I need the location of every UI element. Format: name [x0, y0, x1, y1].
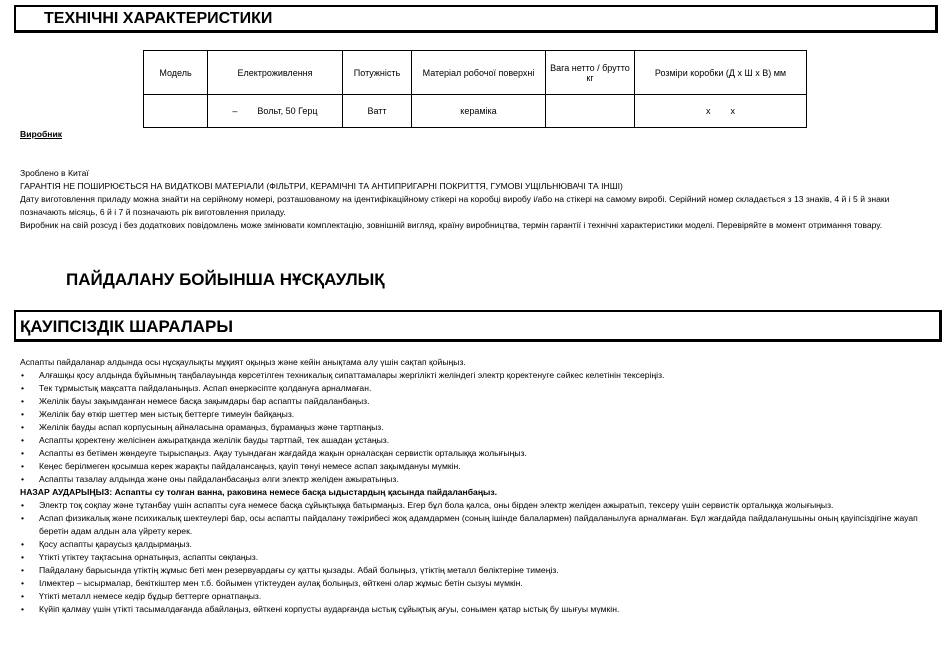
list-item-text: Пайдалану барысында үтіктің жұмыс беті мен резервуардағы су қатты қызады. Абай болыңыз, үтіктің металл бөліктеріне тимеңіз.	[39, 565, 559, 575]
safety-instructions	[20, 356, 940, 616]
warranty-notes	[20, 167, 935, 232]
bullet-icon: •	[21, 591, 25, 601]
col-surface-material: Матеріал робочої поверхні	[412, 51, 546, 95]
bullet-icon: •	[21, 383, 25, 393]
list-item-text: Желілік бауды аспап корпусының айналасына орамаңыз, бұрамаңыз және тартпаңыз.	[39, 422, 384, 432]
list-item	[20, 590, 940, 603]
list-item	[20, 460, 940, 473]
bullet-icon: •	[21, 578, 25, 588]
bullet-icon: •	[21, 474, 25, 484]
safety-intro: Аспапты пайдаланар алдында осы нұсқаулықты мұқият оқыңыз және кейін анықтама алу үшін сақтап қойыңыз.	[20, 357, 466, 367]
list-item	[20, 538, 940, 551]
list-item	[20, 395, 940, 408]
bullet-icon: •	[21, 448, 25, 458]
bullet-icon: •	[21, 539, 25, 549]
bullet-icon: •	[21, 552, 25, 562]
bullet-icon: •	[21, 500, 25, 510]
list-item	[20, 512, 940, 538]
tech-specs-header	[14, 5, 938, 33]
safety-list-2	[20, 499, 940, 616]
col-weight: Вага нетто / брутто кг	[546, 51, 635, 95]
list-item-text: Күйіп қалмау үшін үтікті тасымалдағанда абайлаңыз, өйткені корпусты аударғанда ыстық сұйықтық ағуы, сонымен қатар ыстық бу шығуы мүмкін.	[39, 604, 620, 614]
bullet-icon: •	[21, 604, 25, 614]
list-item-text: Алғашқы қосу алдында бұйымның таңбалауында көрсетілген техникалық сипаттамалары жергілікті желіндегі электр қоректенуге сәйкес келетінін тексеріңіз.	[39, 370, 665, 380]
list-item	[20, 447, 940, 460]
list-item	[20, 499, 940, 512]
value-weight	[546, 95, 635, 128]
manual-title: ПАЙДАЛАНУ БОЙЫНША НҰСҚАУЛЫҚ	[66, 270, 385, 289]
col-power-supply: Електроживлення	[208, 51, 343, 95]
bullet-icon: •	[21, 422, 25, 432]
list-item	[20, 369, 940, 382]
value-power: Ватт	[343, 95, 412, 128]
value-power-supply: – Вольт, 50 Герц	[208, 95, 343, 128]
list-item-text: Аспап физикалық және психикалық шектеулері бар, осы аспапты пайдалану тәжірибесі жоқ адамдармен (соның ішінде балалармен) пайдаланылуға арналмаған. Бұл жағдайда пайдаланушыны оның қауіпсіздігіне жауап беретін адам алдын ала үйрету керек.	[39, 513, 918, 536]
safety-warning: НАЗАР АУДАРЫҢЫЗ: Аспапты су толған ванна, раковина немесе басқа ыдыстардың қасында пайдаланбаңыз.	[20, 487, 498, 497]
list-item-text: Кеңес берілмеген қосымша керек жарақты пайдалансаңыз, қауіп төнуі немесе аспап зақымдануы мүмкін.	[39, 461, 461, 471]
bullet-icon: •	[21, 396, 25, 406]
warranty-note: ГАРАНТІЯ НЕ ПОШИРЮЄТЬСЯ НА ВИДАТКОВІ МАТЕРІАЛИ (ФІЛЬТРИ, КЕРАМІЧНІ ТА АНТИПРИГАРНІ ПОКРИТТЯ, ГУМОВІ УЩІЛЬНЮВАЧІ ТА ІНШІ)	[20, 181, 623, 191]
list-item	[20, 551, 940, 564]
list-item-text: Ілмектер – ысырмалар, бекіткіштер мен т.б. бойымен үтіктеуден аулақ болыңыз, өйткені олар жұмыс бетін сызуы мүмкін.	[39, 578, 523, 588]
value-box-size: х х	[635, 95, 807, 128]
bullet-icon: •	[21, 435, 25, 445]
list-item	[20, 408, 940, 421]
col-model: Модель	[144, 51, 208, 95]
list-item-text: Аспапты өз бетімен жөндеуге тырыспаңыз. Ақау туындаған жағдайда жақын орналасқан сервистік орталыққа жолығыңыз.	[39, 448, 527, 458]
list-item	[20, 603, 940, 616]
production-date-note: Дату виготовлення приладу можна знайти на серійному номері, розташованому на ідентифікаційному стікері на коробці виробу і/або на стікері на самому виробі. Серійний номер складається з 13 знаків, 4 й і 5 й знаки позначають місяць, 6 й і 7 й позначають рік виготовлення приладу.	[20, 194, 890, 217]
list-item-text: Желілік бауы зақымданған немесе басқа зақымдары бар аспапты пайдаланбаңыз.	[39, 396, 370, 406]
value-model	[144, 95, 208, 128]
specs-value-row	[144, 95, 807, 128]
manufacturer-rights-note: Виробник на свій розсуд і без додаткових повідомлень може змінювати комплектацію, зовнішній вигляд, країну виробництва, термін гарантії і технічні характеристики моделі. Перевіряйте в момент отримання товару.	[20, 220, 883, 230]
bullet-icon: •	[21, 370, 25, 380]
bullet-icon: •	[21, 513, 25, 523]
list-item-text: Желілік бау өткір шеттер мен ыстық беттерге тимеуін байқаңыз.	[39, 409, 295, 419]
list-item-text: Электр тоқ соқпау және тұтанбау үшін аспапты суға немесе басқа сұйықтыққа батырмаңыз. Егер бұл бола қалса, оны бірден электр желіден ажыратып, тексеру үшін сервистік орталыққа жолығыңыз.	[39, 500, 834, 510]
list-item-text: Үтікті металл немесе кедір бұдыр беттерге орнатпаңыз.	[39, 591, 262, 601]
specs-header-row	[144, 51, 807, 95]
list-item	[20, 577, 940, 590]
made-in-note: Зроблено в Китаї	[20, 168, 89, 178]
safety-list-1	[20, 369, 940, 486]
list-item-text: Аспапты тазалау алдында және оны пайдаланбасаңыз әлги электр желіден ажыратыңыз.	[39, 474, 399, 484]
safety-title: ҚАУІПСІЗДІК ШАРАЛАРЫ	[20, 317, 233, 336]
list-item	[20, 434, 940, 447]
bullet-icon: •	[21, 565, 25, 575]
list-item-text: Қосу аспапты қараусыз қалдырмаңыз.	[39, 539, 192, 549]
list-item-text: Үтікті үтіктеу тақтасына орнатыңыз, аспапты сөқпаңыз.	[39, 552, 259, 562]
safety-header	[14, 310, 942, 342]
specs-table	[143, 50, 807, 128]
tech-specs-title: ТЕХНІЧНІ ХАРАКТЕРИСТИКИ	[44, 10, 273, 27]
manufacturer-label: Виробник	[20, 129, 63, 139]
col-power: Потужність	[343, 51, 412, 95]
bullet-icon: •	[21, 461, 25, 471]
value-surface-material: кераміка	[412, 95, 546, 128]
list-item	[20, 382, 940, 395]
col-box-size: Розміри коробки (Д х Ш х В) мм	[635, 51, 807, 95]
list-item-text: Аспапты қоректену желісінен ажыратқанда желілік бауды тартпай, тек ашадан ұстаңыз.	[39, 435, 390, 445]
list-item	[20, 473, 940, 486]
list-item	[20, 421, 940, 434]
list-item-text: Тек тұрмыстық мақсатта пайдаланыңыз. Аспап өнеркәсіпте қолдануға арналмаған.	[39, 383, 372, 393]
list-item	[20, 564, 940, 577]
bullet-icon: •	[21, 409, 25, 419]
